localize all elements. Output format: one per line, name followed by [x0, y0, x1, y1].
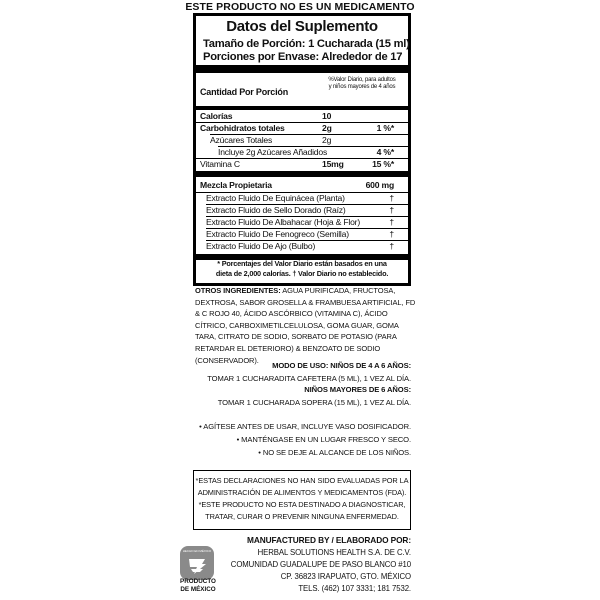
fda-declaration-box	[193, 470, 411, 530]
declaration-line: ADMINISTRACIÓN DE ALIMENTOS Y MEDICAMENTOS (FDA).	[197, 488, 407, 497]
manufacturer-line: COMUNIDAD GUADALUPE DE PASO BLANCO #10	[230, 560, 411, 569]
warning-item: • MANTÉNGASE EN UN LUGAR FRESCO Y SECO.	[236, 435, 411, 444]
declaration-line: *ESTAS DECLARACIONES NO HAN SIDO EVALUADAS POR LA	[195, 476, 409, 485]
daily-value-header: %Valor Diario, para adultos y niños mayores de 4 años	[328, 77, 396, 91]
usage-dose-older: TOMAR 1 CUCHARADA SOPERA (15 ML), 1 VEZ AL DÍA.	[217, 398, 411, 407]
usage-dose-children: TOMAR 1 CUCHARADITA CAFETERA (5 ML), 1 VEZ AL DÍA.	[207, 374, 411, 383]
usage-heading-older: NIÑOS MAYORES DE 6 AÑOS:	[304, 385, 411, 394]
ingredients-label: OTROS INGREDIENTES:	[195, 286, 281, 295]
serving-size: Tamaño de Porción: 1 Cucharada (15 ml)	[203, 38, 410, 50]
top-warning: ESTE PRODUCTO NO ES UN MEDICAMENTO	[185, 1, 415, 13]
hecho-en-mexico-logo-icon: HECHO EN MÉXICO	[180, 546, 214, 580]
servings-per-container: Porciones por Envase: Alrededor de 17	[203, 51, 403, 63]
declaration-line: *ESTE PRODUCTO NO ESTA DESTINADO A DIAGNOSTICAR,	[198, 500, 406, 509]
medium-divider	[196, 106, 408, 110]
facts-title: Datos del Suplemento	[226, 18, 378, 35]
other-ingredients	[195, 285, 417, 366]
facts-footnote: * Porcentajes del Valor Diario están basados en una dieta de 2,000 calorías. † Valor Diario no establecido.	[215, 259, 389, 278]
medium-divider	[196, 171, 408, 177]
manufacturer-line: CP. 36823 IRAPUATO, GTO. MÉXICO	[280, 572, 411, 581]
producto-de-mexico-label: PRODUCTO DE MÉXICO	[180, 578, 216, 593]
supplement-facts-panel: Datos del Suplemento Tamaño de Porción: 1 Cucharada (15 ml) Porciones por Envase: Alrededor de 17 Cantidad Por Porción %Valor Diario, para adultos y niños mayores de 4 años Calorías 10 Carbohidratos totales 2g 1 %* Azúcares Totales 2g Incluye 2g Azúcares Añadidos 4 %* Vitamina C 15mg 15 %* Mezcla Propietaria 600 mg Extracto Fluido De Equinácea (Planta) † Extracto Fluido de Sello Dorado (Raíz) † Extracto Fluido De Albahacar (Hoja & Flor) † Extracto Fluido De Fenogreco (Semilla) † Extracto Fluido De Ajo (Bulbo) † * Porcentajes del Valor Diario están basados en una dieta de 2,000 calorías. † Valor Diario no establecido.	[193, 13, 411, 286]
warning-item: • AGÍTESE ANTES DE USAR, INCLUYE VASO DOSIFICADOR.	[199, 422, 411, 431]
ingredients-text: AGUA PURIFICADA, FRUCTOSA, DEXTROSA, SABOR GROSELLA & FRAMBUESA ARTIFICIAL, FD & C ROJO 40, ÁCIDO ASCÓRBICO (VITAMINA C), ÁCIDO CÍTRICO, CARBOXIMETILCELULOSA, GOMA GUAR, GOMA TARA, CITRATO DE SODIO, SORBATO DE POTASIO (PARA RETARDAR EL DETERIORO) & BENZOATO DE SODIO (CONSERVADOR).	[195, 286, 416, 365]
declaration-line: TRATAR, CURAR O PREVENIR NINGUNA ENFERMEDAD.	[205, 512, 399, 521]
amount-per-serving: Cantidad Por Porción	[200, 87, 289, 97]
usage-heading-children: MODO DE USO: NIÑOS DE 4 A 6 AÑOS:	[272, 361, 411, 370]
thick-divider	[196, 65, 408, 73]
warning-item: • NO SE DEJE AL ALCANCE DE LOS NIÑOS.	[258, 448, 411, 457]
manufacturer-heading: MANUFACTURED BY / ELABORADO POR:	[247, 535, 411, 545]
manufacturer-line: TELS. (462) 107 3331; 181 7532.	[298, 584, 411, 593]
manufacturer-line: HERBAL SOLUTIONS HEALTH S.A. DE C.V.	[257, 548, 411, 557]
